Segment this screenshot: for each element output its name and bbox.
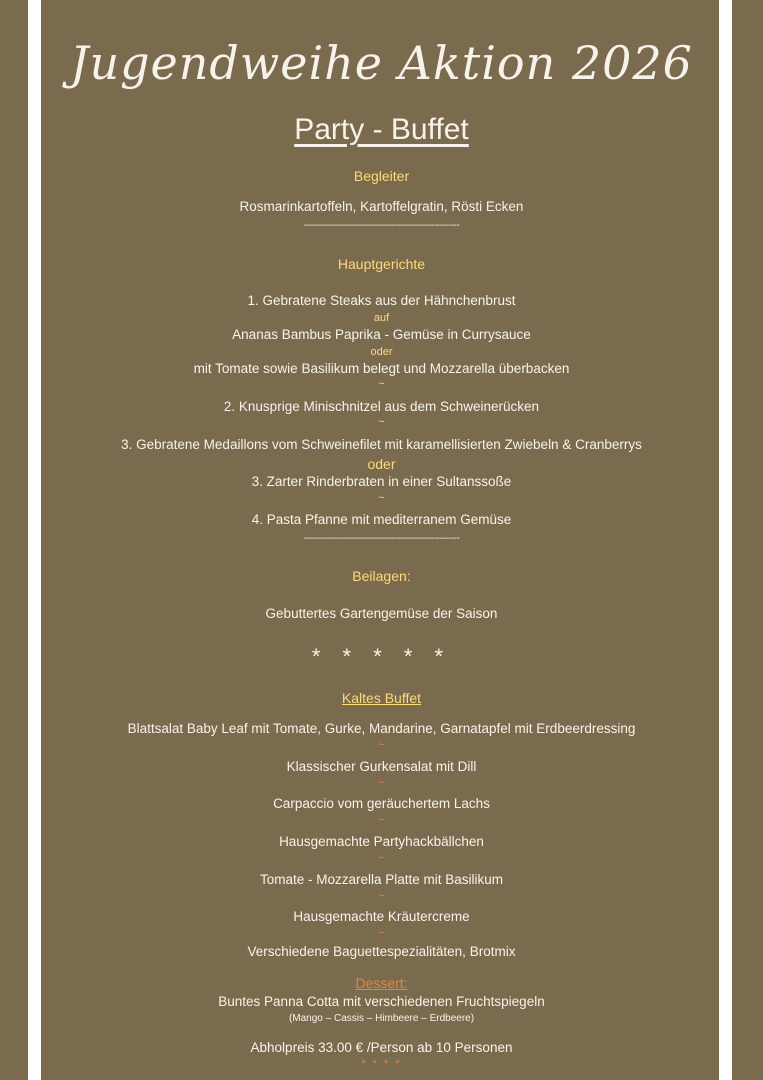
- divider: -------------------------------------------------------: [303, 220, 460, 231]
- stars-divider: * * * * *: [311, 644, 452, 669]
- hauptgerichte-heading: Hauptgerichte: [337, 256, 426, 272]
- tilde-separator: ~: [378, 927, 385, 939]
- beilagen-heading: Beilagen:: [352, 568, 411, 584]
- footer-stars: * * * *: [361, 1058, 402, 1070]
- tilde-separator: ~: [378, 814, 385, 826]
- main-item-1-line2: Ananas Bambus Paprika - Gemüse in Currysauce: [232, 327, 531, 342]
- main-item-2: 2. Knusprige Minischnitzel aus dem Schweinerücken: [223, 399, 540, 414]
- cold-item: Verschiedene Baguettespezialitäten, Brotmix: [247, 944, 516, 959]
- main-item-1-line3: mit Tomate sowie Basilikum belegt und Mozzarella überbacken: [193, 361, 570, 376]
- begleiter-items: Rosmarinkartoffeln, Kartoffelgratin, Rösti Ecken: [239, 199, 524, 214]
- kaltes-buffet-heading: Kaltes Buffet: [341, 690, 422, 706]
- page-title: Jugendweihe Aktion 2026: [70, 36, 693, 90]
- tilde-separator: ~: [378, 777, 385, 789]
- tilde-separator: ~: [378, 852, 385, 864]
- main-item-4: 4. Pasta Pfanne mit mediterranem Gemüse: [251, 512, 512, 527]
- cold-item: Carpaccio vom geräuchertem Lachs: [273, 796, 490, 811]
- cold-item: Tomate - Mozzarella Platte mit Basilikum: [259, 872, 504, 887]
- connector-auf: auf: [373, 312, 390, 324]
- tilde-separator: ~: [378, 890, 385, 902]
- tilde-separator: ~: [378, 416, 385, 428]
- tilde-separator: ~: [378, 492, 385, 504]
- tilde-separator: ~: [378, 378, 385, 390]
- cold-item: Blattsalat Baby Leaf mit Tomate, Gurke, Mandarine, Garnatapfel mit Erdbeerdressing: [127, 721, 636, 736]
- cold-item: Hausgemachte Kräutercreme: [293, 909, 470, 924]
- dessert-heading: Dessert:: [355, 975, 408, 991]
- tilde-separator: ~: [378, 739, 385, 751]
- main-item-3: 3. Gebratene Medaillons vom Schweinefilet mit karamellisierten Zwiebeln & Cranberrys: [121, 437, 642, 452]
- dessert-note: (Mango – Cassis – Himbeere – Erdbeere): [288, 1013, 475, 1024]
- main-item-3b: 3. Zarter Rinderbraten in einer Sultanssoße: [251, 474, 512, 489]
- cold-item: Klassischer Gurkensalat mit Dill: [286, 759, 477, 774]
- price-line: Abholpreis 33.00 € /Person ab 10 Personen: [250, 1040, 513, 1055]
- divider: -------------------------------------------------------: [303, 533, 460, 544]
- main-item-1: 1. Gebratene Steaks aus der Hähnchenbrust: [247, 293, 516, 308]
- dessert-item: Buntes Panna Cotta mit verschiedenen Fruchtspiegeln: [218, 994, 545, 1009]
- begleiter-heading: Begleiter: [353, 168, 410, 184]
- connector-oder-bold: oder: [367, 456, 396, 472]
- beilagen-item: Gebuttertes Gartengemüse der Saison: [265, 606, 498, 621]
- page-subtitle: Party - Buffet: [294, 113, 469, 146]
- connector-oder: oder: [370, 346, 393, 358]
- cold-item: Hausgemachte Partyhackbällchen: [279, 834, 484, 849]
